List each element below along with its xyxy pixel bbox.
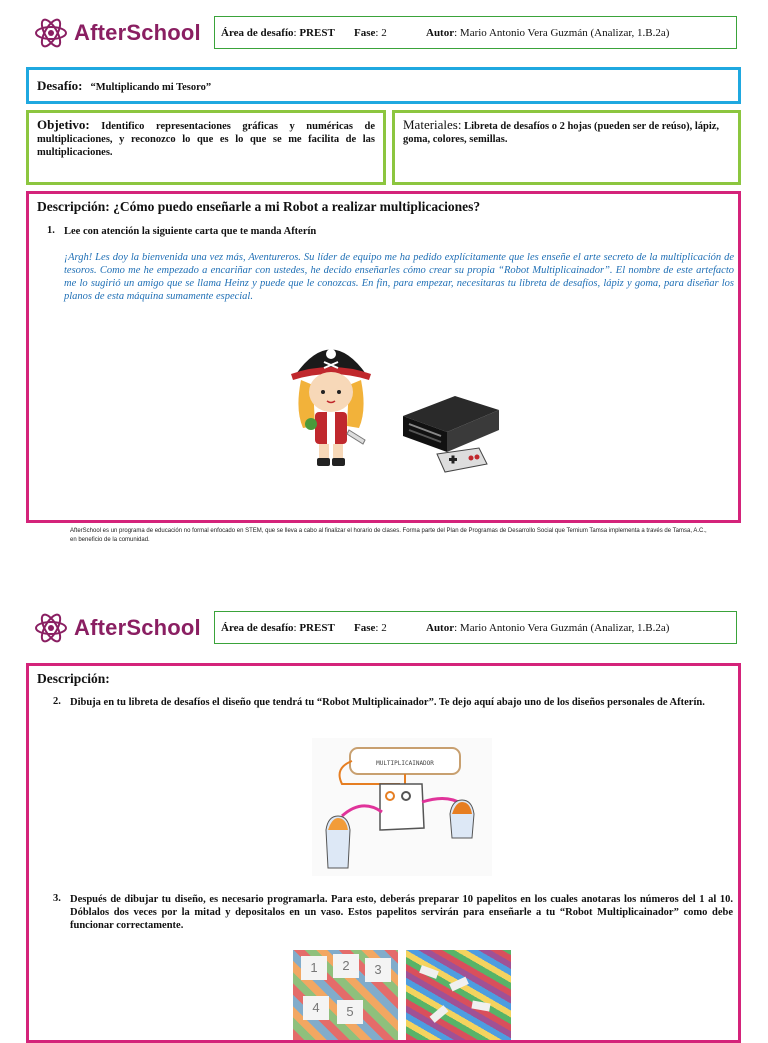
folded-paper bbox=[471, 1000, 490, 1011]
pirate-girl-image bbox=[291, 330, 371, 470]
item-3-text: Después de dibujar tu diseño, es necesario programarla. Para esto, deberás preparar 10 papelitos en los cuales anotaras los números del 1 al 10. Dóblalos dos veces por la mitad y depositalos en un vaso. Estos papelitos servirán para enseñarle a tu “Robot Multiplicainador” como debe funcionar correctamente. bbox=[70, 894, 733, 931]
descripcion-question: ¿Cómo puedo enseñarle a mi Robot a realizar multiplicaciones? bbox=[113, 199, 481, 214]
materiales-label: Materiales: bbox=[403, 117, 462, 132]
area-label: Área de desafío bbox=[221, 621, 294, 634]
paper-2: 2 bbox=[333, 954, 359, 978]
numbered-papers-image bbox=[293, 950, 398, 1040]
objetivo-text: Identifico representaciones gráficas y numéricas de multiplicaciones, y reconozco lo que es lo que se me facilita de las multiplicaciones. bbox=[37, 121, 375, 158]
header-info: Área de desafío: PREST Fase: 2 Autor: Mario Antonio Vera Guzmán (Analizar, 1.B.2a) bbox=[214, 16, 737, 49]
descripcion-box bbox=[26, 191, 741, 523]
atom-icon bbox=[34, 16, 68, 50]
paper-4: 4 bbox=[303, 996, 329, 1020]
footer-note: AfterSchool es un programa de educación no formal enfocado en STEM, que se lleva a cabo al finalizar el horario de clases. Forma parte del Plan de Programas de Desarrollo Social que Ternium Tamsa implementa a través de Tamsa, A.C., en beneficio de la comunidad. bbox=[70, 528, 707, 543]
paper-1: 1 bbox=[301, 956, 327, 980]
item-1-number: 1. bbox=[47, 225, 55, 236]
paper-3: 3 bbox=[365, 958, 391, 982]
fase-value: 2 bbox=[381, 26, 387, 39]
fase-label: Fase bbox=[354, 26, 376, 39]
folded-paper bbox=[430, 1005, 449, 1023]
objetivo-label: Objetivo: bbox=[37, 117, 90, 132]
area-value: PREST bbox=[299, 26, 335, 39]
item-1-text: Lee con atención la siguiente carta que te manda Afterín bbox=[64, 226, 317, 237]
descripcion-label: Descripción: bbox=[37, 199, 110, 214]
descripcion-label-2: Descripción: bbox=[37, 671, 110, 686]
autor-label: Autor bbox=[426, 621, 455, 634]
autor-value: Mario Antonio Vera Guzmán (Analizar, 1.B.2a) bbox=[459, 26, 670, 39]
brand-name-2: AfterSchool bbox=[74, 615, 201, 640]
item-2-number: 2. bbox=[53, 696, 61, 707]
materiales-text: Libreta de desafíos o 2 hojas (pueden ser de reúso), lápiz, goma, colores, semillas. bbox=[403, 121, 720, 145]
brand-logo bbox=[34, 16, 201, 50]
descripcion-heading bbox=[37, 199, 480, 215]
fase-label: Fase bbox=[354, 621, 376, 634]
header-info-2: Área de desafío: PREST Fase: 2 Autor: Mario Antonio Vera Guzmán (Analizar, 1.B.2a) bbox=[214, 611, 737, 644]
brand-name: AfterSchool bbox=[74, 20, 201, 45]
materiales-box bbox=[392, 110, 741, 185]
desafio-box bbox=[26, 67, 741, 104]
folded-papers-image bbox=[406, 950, 511, 1040]
autor-value: Mario Antonio Vera Guzmán (Analizar, 1.B.2a) bbox=[459, 621, 670, 634]
desafio-label: Desafío: bbox=[37, 78, 83, 93]
item-3-number: 3. bbox=[53, 893, 61, 904]
item-2-text: Dibuja en tu libreta de desafíos el diseño que tendrá tu “Robot Multiplicainador”. Te dejo aquí abajo uno de los diseños personales de Afterín. bbox=[70, 697, 705, 708]
folded-paper bbox=[449, 977, 469, 992]
game-console-image bbox=[399, 392, 504, 478]
afterin-letter: ¡Argh! Les doy la bienvenida una vez más, Aventureros. Su líder de equipo me ha pedido explícitamente que les enseñe el arte secreto de la multiplicación de tesoros. Como me he empezado a encariñar con ustedes, he decido enseñarles cómo crear su propia “Robot Multiplicainador”. El nombre de este artefacto me lo sugirió un amigo que se llama Heinz y puede que le conozcas. En fin, para empezar, necesitaras tu libreta de desafíos, lápiz y goma, para diseñar los planos de esta máquina sumamente especial. bbox=[64, 252, 734, 302]
autor-label: Autor bbox=[426, 26, 455, 39]
objetivo-box bbox=[26, 110, 386, 185]
folded-paper bbox=[419, 965, 439, 979]
area-value: PREST bbox=[299, 621, 335, 634]
atom-icon bbox=[34, 611, 68, 645]
paper-5: 5 bbox=[337, 1000, 363, 1024]
desafio-value: “Multiplicando mi Tesoro” bbox=[90, 82, 212, 93]
area-label: Área de desafío bbox=[221, 26, 294, 39]
brand-logo-2 bbox=[34, 611, 201, 645]
robot-drawing bbox=[312, 738, 492, 876]
robot-drawing-image bbox=[312, 738, 492, 876]
drawing-label: MULTIPLICAINADOR bbox=[376, 760, 434, 767]
descripcion-box-2 bbox=[26, 663, 741, 1043]
fase-value: 2 bbox=[381, 621, 387, 634]
